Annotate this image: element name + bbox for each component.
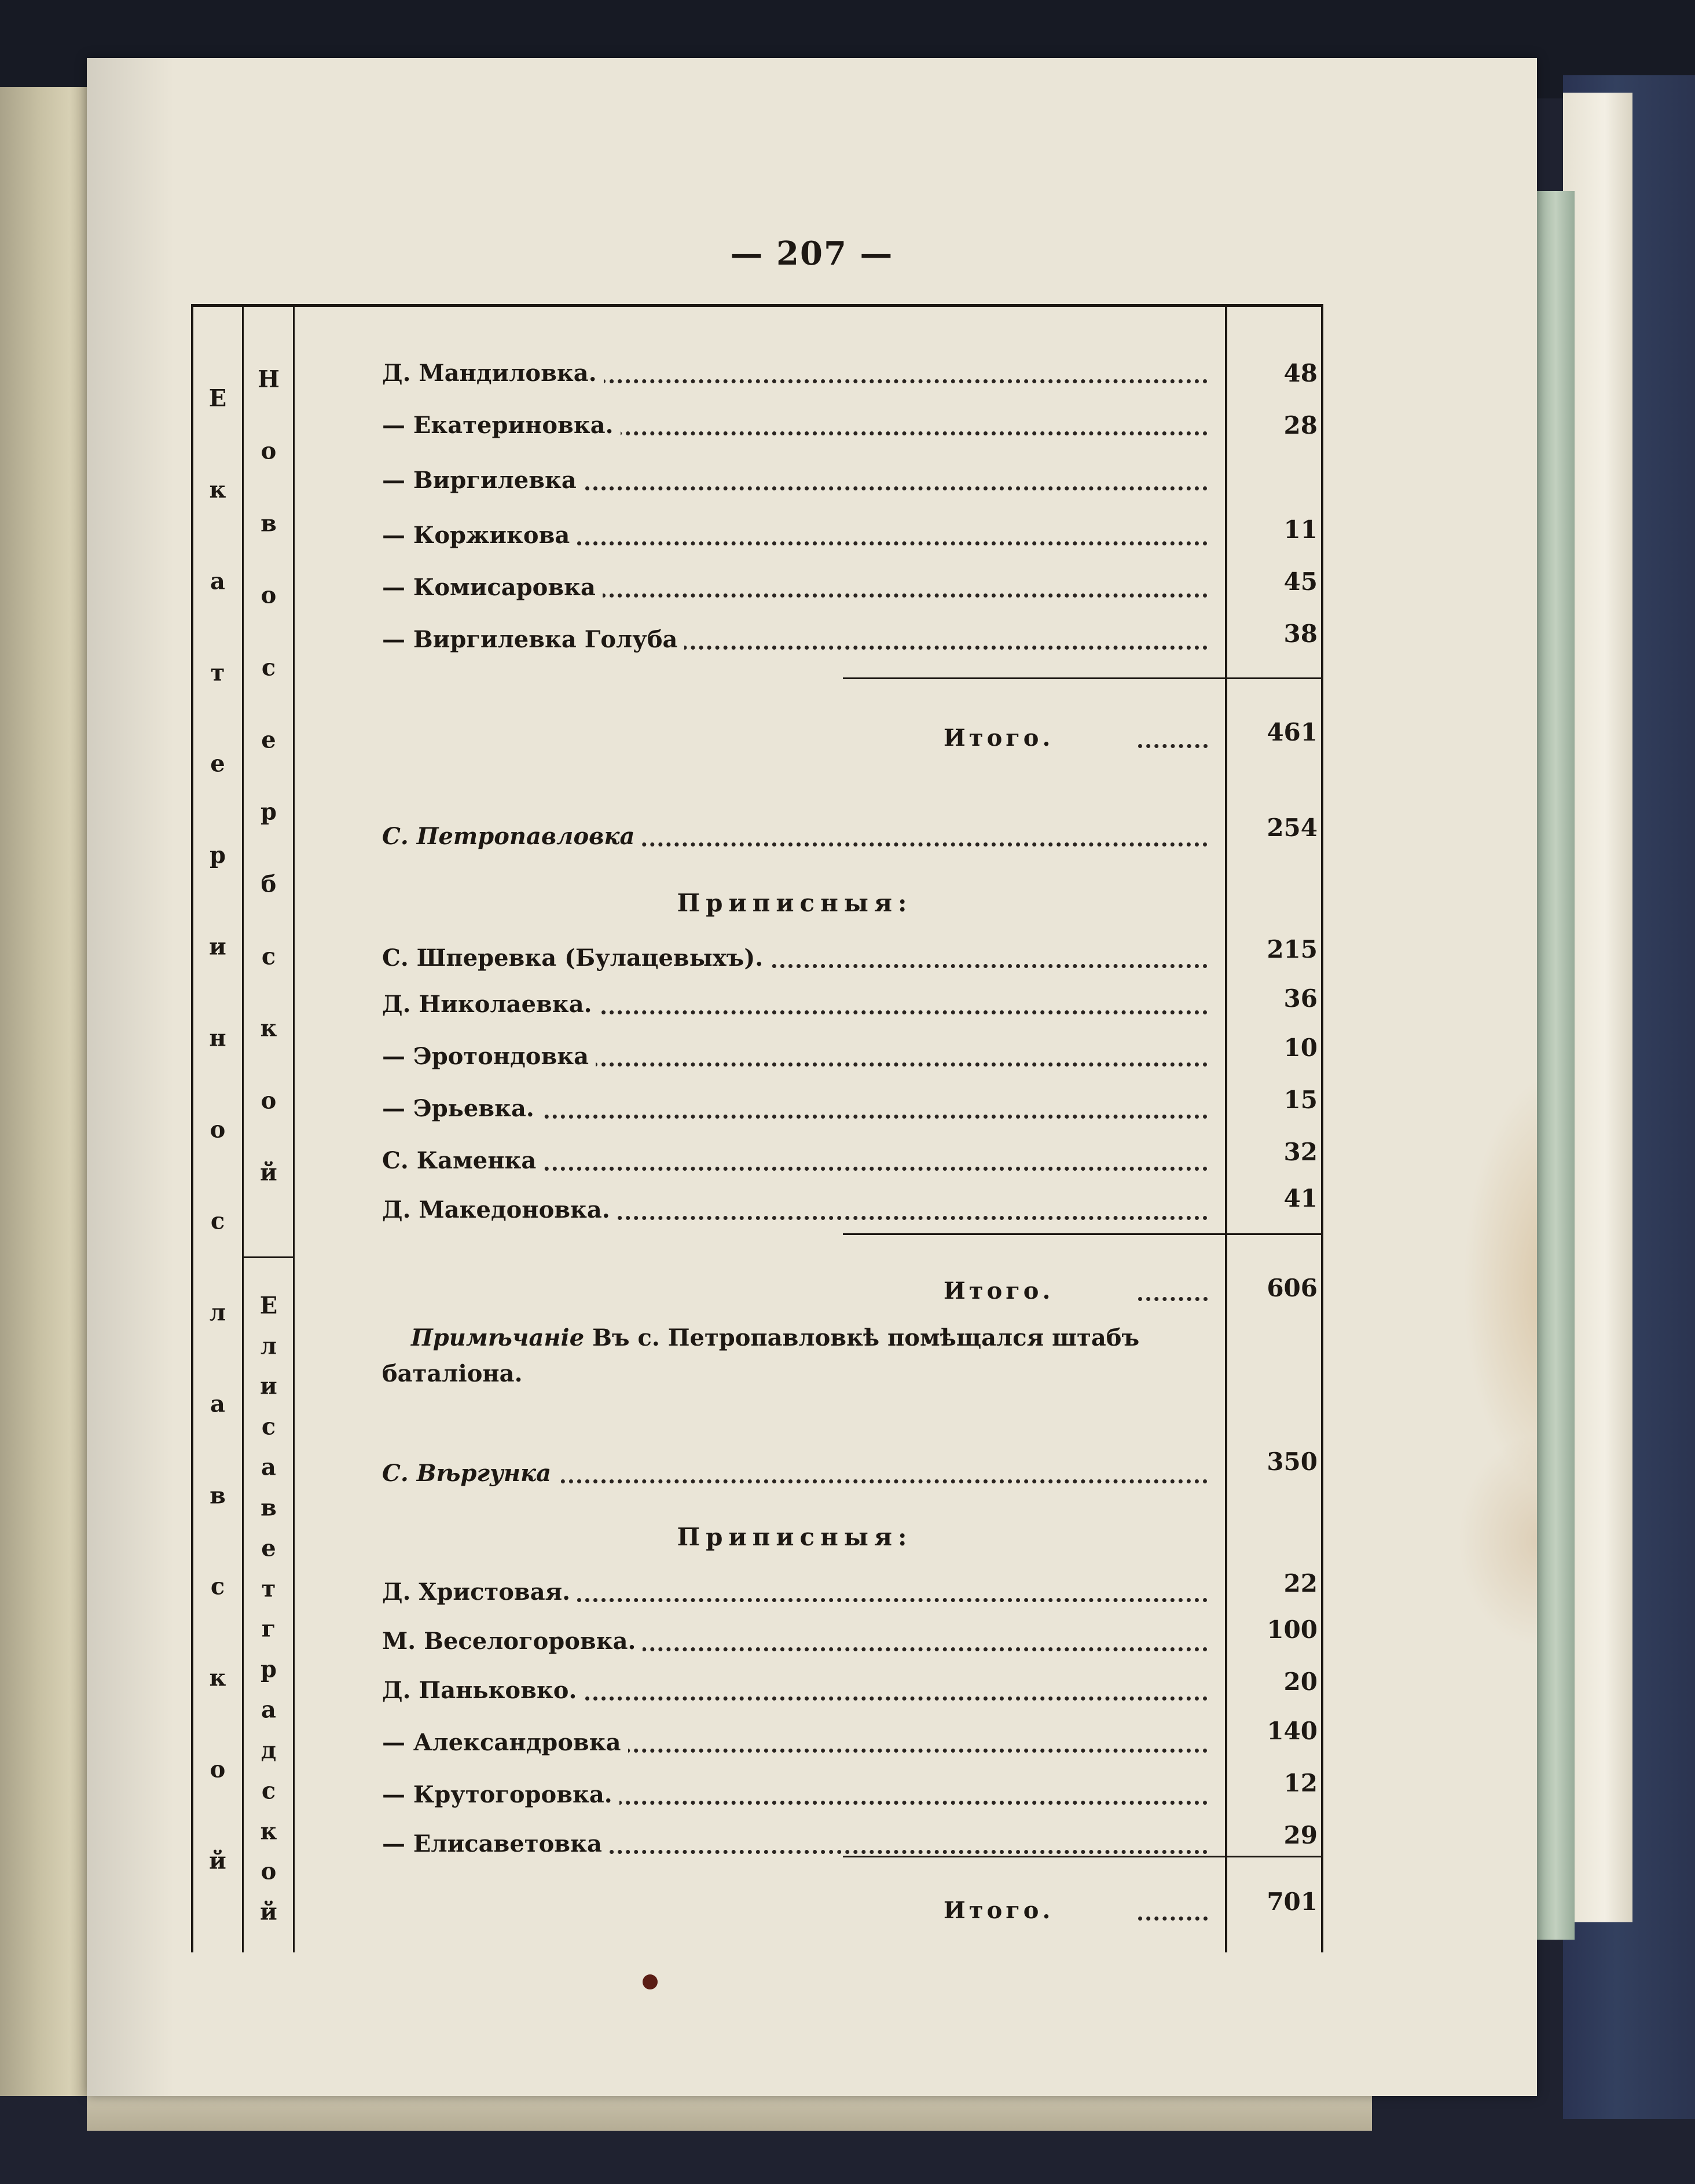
vertical-label-letter: в bbox=[261, 1494, 277, 1522]
col2-divider bbox=[242, 1256, 293, 1258]
page-edge-strip bbox=[1537, 191, 1575, 1940]
vertical-label-regiment bbox=[244, 307, 293, 1245]
list-item-value: 100 bbox=[1267, 1615, 1318, 1644]
list-item-value: 11 bbox=[1283, 515, 1318, 544]
list-item: С. Каменка bbox=[382, 1144, 1208, 1178]
footnote bbox=[382, 1320, 1208, 1392]
vertical-label-letter: о bbox=[261, 1087, 277, 1115]
list-item-value: 45 bbox=[1283, 567, 1318, 596]
vertical-label-letter: Е bbox=[259, 1292, 278, 1320]
vertical-label-letter: о bbox=[261, 437, 277, 465]
vertical-label-gubernia bbox=[193, 307, 242, 1952]
vertical-label-letter: д bbox=[261, 1736, 277, 1764]
main-settlement-row: С. Петропавловка bbox=[382, 819, 1208, 854]
vertical-label-letter: к bbox=[260, 1817, 277, 1845]
vertical-label-letter: с bbox=[210, 1207, 225, 1235]
settlements-table bbox=[191, 304, 1323, 1952]
vertical-label-letter: к bbox=[260, 1014, 277, 1042]
vertical-label-letter: а bbox=[261, 1453, 276, 1481]
footnote-text: Въ с. Петропавловкѣ помѣщался штабъ баталіона. bbox=[382, 1324, 1140, 1387]
vertical-label-letter: Е bbox=[208, 384, 227, 412]
list-item-value: 38 bbox=[1283, 620, 1318, 648]
section-heading: Приписныя: bbox=[677, 1523, 913, 1551]
vertical-label-letter: с bbox=[261, 1777, 276, 1805]
list-item-value: 28 bbox=[1283, 411, 1318, 439]
vertical-label-letter: о bbox=[210, 1116, 226, 1144]
vertical-label-letter: о bbox=[210, 1756, 226, 1783]
vertical-label-letter: г bbox=[261, 1615, 276, 1643]
vertical-label-letter: о bbox=[261, 1857, 277, 1885]
list-item-value: 10 bbox=[1283, 1034, 1318, 1062]
vertical-label-letter: б bbox=[261, 870, 277, 898]
vertical-label-letter: к bbox=[209, 1664, 226, 1692]
section-heading: Приписныя: bbox=[677, 889, 913, 917]
vertical-label-letter: р bbox=[210, 841, 226, 869]
list-item: — Крутогоровка. bbox=[382, 1778, 1208, 1812]
list-item: Д. Паньковко. bbox=[382, 1673, 1208, 1708]
list-item: Д. Христовая. bbox=[382, 1575, 1208, 1610]
list-item: — Коржикова bbox=[382, 518, 1208, 553]
vertical-label-letter: й bbox=[260, 1159, 277, 1186]
vertical-label-letter: н bbox=[209, 1024, 226, 1052]
footnote-label: Примѣчаніе bbox=[411, 1324, 585, 1351]
column-rule-3 bbox=[1225, 307, 1227, 1952]
list-item-value: 41 bbox=[1283, 1184, 1318, 1212]
list-item: — Эрьевка. bbox=[382, 1091, 1208, 1126]
page-number: — 207 — bbox=[730, 234, 894, 273]
list-item: Д. Мандиловка. bbox=[382, 356, 1208, 391]
subtotal-value: 701 bbox=[1267, 1888, 1318, 1916]
column-rule-2 bbox=[293, 307, 295, 1952]
vertical-label-letter: к bbox=[209, 476, 226, 504]
vertical-label-letter: р bbox=[261, 1655, 277, 1683]
vertical-label-letter: а bbox=[210, 1390, 225, 1418]
vertical-label-letter: и bbox=[260, 1372, 277, 1400]
list-item-value: 15 bbox=[1283, 1086, 1318, 1114]
book-page bbox=[87, 58, 1537, 2096]
list-item: — Виргилевка Голуба bbox=[382, 622, 1208, 657]
subtotal-row: Итого. bbox=[944, 1274, 1208, 1309]
main-settlement-row: С. Вѣргунка bbox=[382, 1456, 1208, 1491]
vertical-label-letter: с bbox=[261, 943, 276, 970]
list-item-value: 29 bbox=[1283, 1821, 1318, 1849]
vertical-label-letter: с bbox=[261, 1413, 276, 1441]
list-item: — Екатериновка. bbox=[382, 408, 1208, 443]
vertical-label-letter: л bbox=[209, 1299, 226, 1326]
table-right-rule bbox=[1321, 307, 1323, 1952]
list-item: С. Шперевка (Булацевыхъ). bbox=[382, 941, 1208, 976]
subtotal-rule-1 bbox=[843, 677, 1323, 679]
vertical-label-letter: Н bbox=[258, 365, 280, 393]
vertical-label-letter: й bbox=[260, 1898, 277, 1926]
list-item-value: 20 bbox=[1283, 1668, 1318, 1696]
subtotal-value: 461 bbox=[1267, 718, 1318, 746]
ink-spot bbox=[643, 1974, 658, 1989]
vertical-label-letter: е bbox=[261, 726, 276, 754]
vertical-label-letter: а bbox=[261, 1696, 276, 1724]
vertical-label-letter: с bbox=[261, 654, 276, 681]
vertical-label-letter: т bbox=[261, 1575, 276, 1603]
main-settlement-value: 254 bbox=[1267, 813, 1318, 842]
list-item-value bbox=[1231, 463, 1318, 498]
vertical-label-letter: в bbox=[210, 1482, 226, 1509]
subtotal-row: Итого. bbox=[944, 1893, 1208, 1928]
list-item-value: 48 bbox=[1283, 359, 1318, 387]
list-item-value: 140 bbox=[1267, 1717, 1318, 1745]
vertical-label-letter: е bbox=[261, 1534, 276, 1562]
list-item: — Комисаровка bbox=[382, 570, 1208, 605]
vertical-label-letter: е bbox=[210, 750, 225, 778]
vertical-label-uezd bbox=[244, 1265, 293, 1952]
vertical-label-letter: и bbox=[209, 933, 226, 961]
list-item-value: 22 bbox=[1283, 1569, 1318, 1597]
subtotal-rule-2 bbox=[843, 1233, 1323, 1235]
list-item-value: 32 bbox=[1283, 1138, 1318, 1166]
vertical-label-letter: р bbox=[261, 798, 277, 826]
subtotal-row: Итого. bbox=[944, 721, 1208, 756]
list-item: — Эротондовка bbox=[382, 1039, 1208, 1074]
vertical-label-letter: в bbox=[261, 510, 277, 537]
list-item: — Елисаветовка bbox=[382, 1827, 1208, 1861]
list-item: — Виргилевка bbox=[382, 463, 1208, 498]
vertical-label-letter: с bbox=[210, 1573, 225, 1600]
list-item: Д. Николаевка. bbox=[382, 987, 1208, 1022]
list-item: Д. Македоновка. bbox=[382, 1193, 1208, 1227]
list-item-value: 36 bbox=[1283, 984, 1318, 1013]
column-rule-1 bbox=[242, 307, 244, 1952]
list-item-value: 215 bbox=[1267, 935, 1318, 963]
vertical-label-letter: й bbox=[209, 1847, 226, 1875]
list-item-value: 12 bbox=[1283, 1769, 1318, 1797]
subtotal-value: 606 bbox=[1267, 1274, 1318, 1302]
list-item: — Александровка bbox=[382, 1725, 1208, 1760]
vertical-label-letter: л bbox=[260, 1332, 277, 1360]
vertical-label-letter: а bbox=[210, 567, 225, 595]
left-page-edge bbox=[0, 87, 87, 2096]
vertical-label-letter: о bbox=[261, 581, 277, 609]
list-item: М. Веселогоровка. bbox=[382, 1624, 1208, 1659]
main-settlement-value: 350 bbox=[1267, 1448, 1318, 1476]
vertical-label-letter: т bbox=[210, 659, 225, 687]
